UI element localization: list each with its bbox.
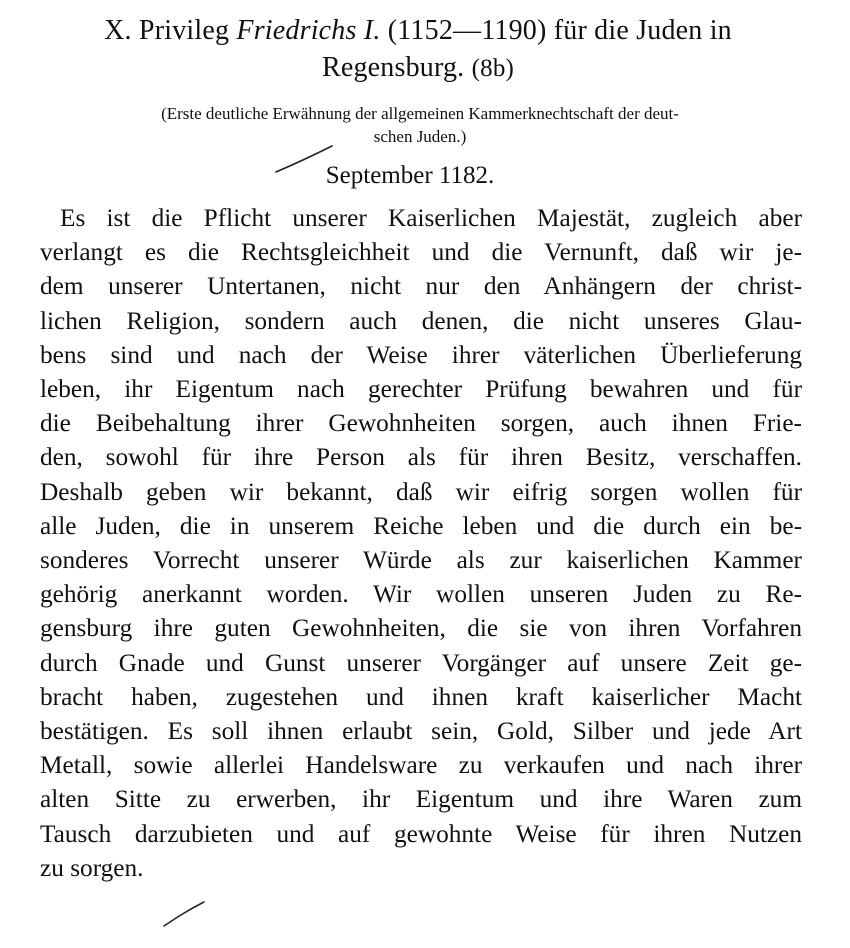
- body-line: bracht haben, zugestehen und ihnen kraft kaiserlicher Macht: [40, 682, 802, 711]
- document-subtitle: [32, 102, 808, 148]
- body-line: Es ist die Pflicht unserer Kaiserlichen Majestät, zugleich aber: [60, 204, 802, 232]
- body-line: dem unserer Untertanen, nicht nur den Anhängern der christ-: [40, 272, 802, 301]
- body-line: gehörig anerkannt worden. Wir wollen unseren Juden zu Re-: [40, 580, 802, 609]
- body-line: Metall, sowie allerlei Handelsware zu verkaufen und nach ihrer: [40, 751, 802, 780]
- heading-ref: (8b): [471, 55, 515, 82]
- document-date: September 1182.: [325, 162, 495, 189]
- body-line: lichen Religion, sondern auch denen, die nicht unseres Glau-: [40, 306, 802, 335]
- subtitle-line: (Erste deutliche Erwähnung der allgemeinen Kammerknechtschaft der deut-: [161, 104, 679, 123]
- heading-place: Regensburg.: [321, 52, 465, 83]
- body-line: den, sowohl für ihre Person als für ihren Besitz, verschaffen.: [40, 443, 802, 472]
- body-line: Tausch darzubieten und auf gewohnte Weise für ihren Nutzen: [40, 819, 802, 848]
- body-line: bestätigen. Es soll ihnen erlaubt sein, Gold, Silber und jede Art: [40, 717, 802, 746]
- body-line: gensburg ihre guten Gewohnheiten, die sie von ihren Vorfahren: [40, 614, 802, 643]
- heading-line-1: [28, 12, 808, 49]
- body-line: sonderes Vorrecht unserer Würde als zur kaiserlichen Kammer: [40, 546, 802, 575]
- heading-number: X.: [104, 15, 132, 46]
- body-line: zu sorgen.: [40, 853, 144, 882]
- body-line: verlangt es die Rechtsgleichheit und die Vernunft, daß wir je-: [40, 238, 802, 267]
- body-line: alle Juden, die in unserem Reiche leben und die durch ein be-: [40, 511, 802, 540]
- heading-ruler: Friedrichs I.: [236, 15, 381, 46]
- body-line: Deshalb geben wir bekannt, daß wir eifrig sorgen wollen für: [40, 477, 802, 506]
- document-heading: [28, 12, 808, 87]
- document-body: [40, 201, 802, 885]
- body-line: leben, ihr Eigentum nach gerechter Prüfung bewahren und für: [40, 375, 802, 404]
- body-line: die Beibehaltung ihrer Gewohnheiten sorgen, auch ihnen Frie-: [40, 409, 802, 438]
- body-line: bens sind und nach der Weise ihrer väterlichen Überlieferung: [40, 340, 802, 369]
- subtitle-line: schen Juden.): [373, 127, 467, 146]
- body-line: alten Sitte zu erwerben, ihr Eigentum und ihre Waren zum: [40, 785, 802, 814]
- pencil-stroke-icon: [270, 140, 340, 180]
- heading-years: (1152—1190): [387, 15, 547, 46]
- heading-line-2: [28, 49, 808, 87]
- pencil-stroke-icon: [160, 892, 210, 932]
- heading-word: Privileg: [138, 15, 230, 46]
- body-line: durch Gnade und Gunst unserer Vorgänger auf unsere Zeit ge-: [40, 648, 802, 677]
- heading-rest: für die Juden in: [553, 15, 732, 46]
